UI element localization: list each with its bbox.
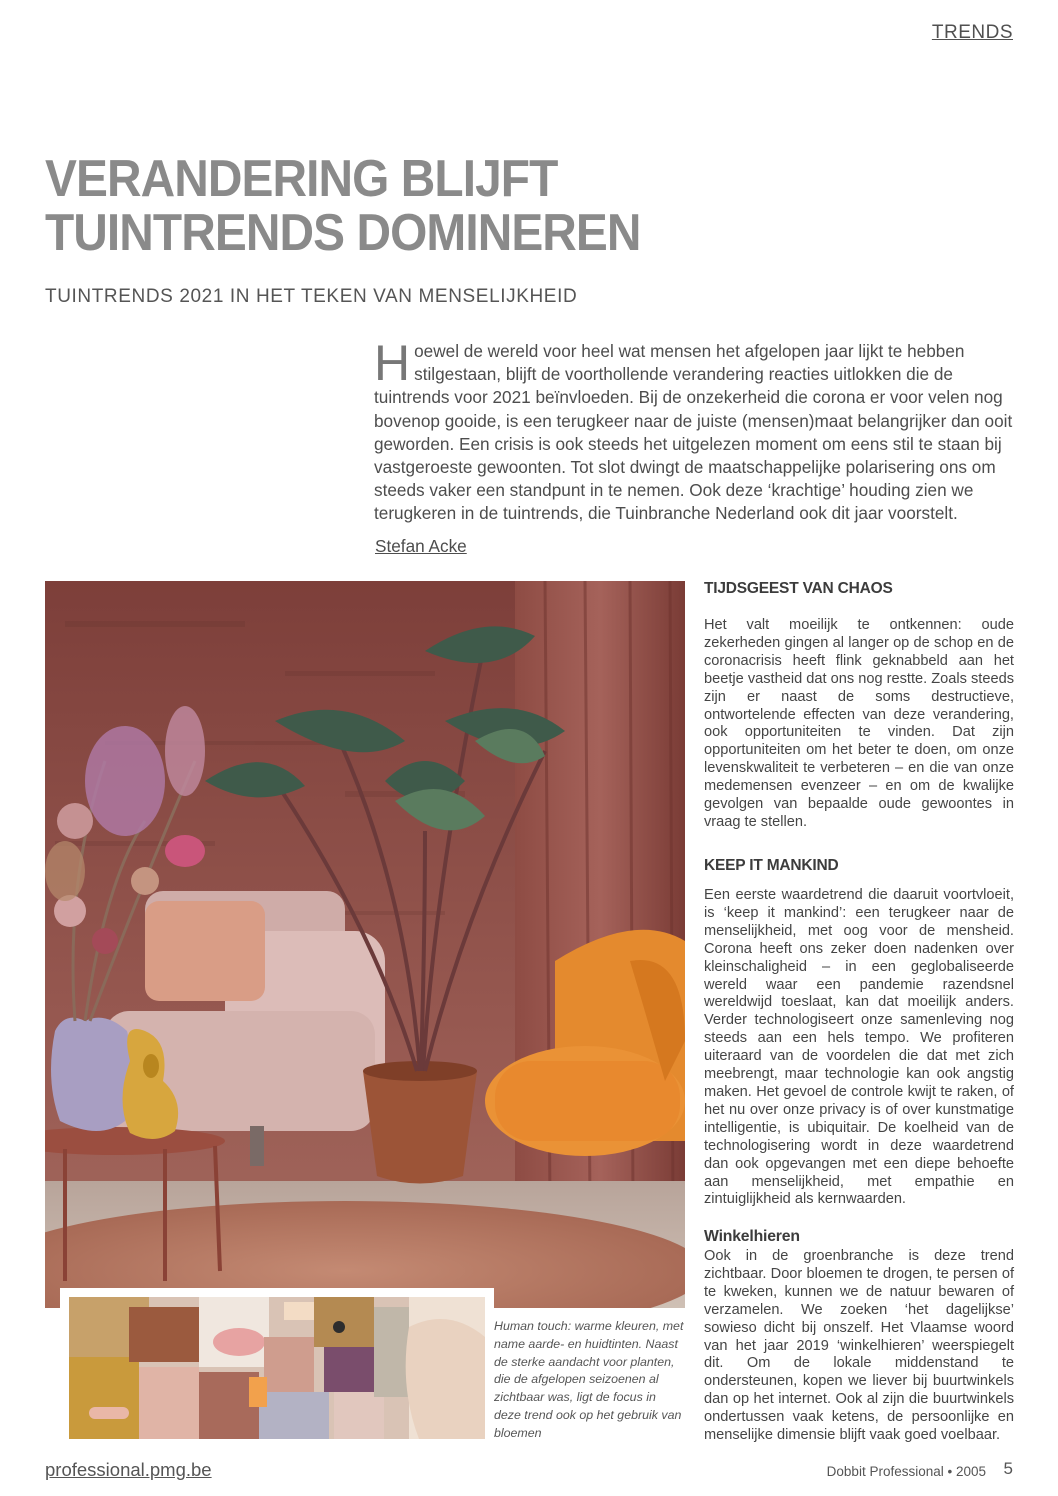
title-line-2: TUINTRENDS DOMINEREN bbox=[45, 204, 641, 262]
column-paragraph-3 bbox=[704, 1248, 1014, 1445]
heading-winkelhieren: Winkelhieren bbox=[704, 1228, 800, 1245]
section-tag[interactable]: TRENDS bbox=[931, 22, 1013, 43]
column-paragraph-2 bbox=[704, 887, 1014, 1209]
heading-keep-it-mankind: KEEP IT MANKIND bbox=[704, 857, 839, 874]
main-photo bbox=[45, 581, 685, 1308]
material-collage bbox=[69, 1297, 485, 1439]
photo-caption: Human touch: warme kleuren, met name aarde- en huidtinten. Naast de sterke aandacht voor planten, die de afgelopen seizoenen al zichtbaar was, ligt de focus in deze trend ook op het gebruik van bloemen bbox=[494, 1319, 684, 1440]
title-line-1: VERANDERING BLIJFT bbox=[45, 150, 558, 208]
intro-text: oewel de wereld voor heel wat mensen het afgelopen jaar lijkt te hebben stilgestaan, blijft de voorthollende verandering reacties uitlokken die de tuintrends voor 2021 beïnvloeden. Bij de onzekerheid die corona er voor velen nog bovenop gooide, is een terugkeer naar de juiste (mensen)maat belangrijker dan ooit geworden. Een crisis is ook steeds het uitgelezen moment om eens stil te staan bij vastgeroeste gewoonten. Tot slot dwingt de maatschappelijke polarisering ons om steeds vaker een standpunt in te nemen. Ook deze ‘krachtige’ houding zien we terugkeren in de tuintrends, die Tuinbranche Nederland ook dit jaar voorstelt. bbox=[374, 341, 1013, 524]
page-number: 5 bbox=[1003, 1459, 1013, 1478]
drop-cap: H bbox=[374, 335, 411, 391]
paragraph-keep-it-mankind: Een eerste waardetrend die daaruit voortvloeit, is ‘keep it mankind’: een terugkeer naar de menselijkheid, met oog voor de mensheid. Corona heeft ons zeker doen nadenken over kleinschaligheid – in een geglobaliseerde wereld waar een pandemie razendsnel wereldwijd toeslaat, kan dat moeilijk anders. Verder technologiseert onze samenleving nog steeds aan een hels tempo. We profiteren uiteraard van de voordelen die dat met zich meebrengt, maar technologie kan ook angstig maken. Het gevoel de controle kwijt te raken, of het nu over onze privacy is of over kunstmatige intelligentie, is ubiquitair. De koelheid van de technologisering wordt in deze waardetrend dan ook opgevangen met een diepe behoefte aan menselijkheid, met empathie en zintuiglijkheid als kernwaarden. bbox=[704, 887, 1014, 1208]
footer-publication: Dobbit Professional • 2005 bbox=[826, 1464, 986, 1479]
living-room-illustration bbox=[45, 581, 685, 1308]
paragraph-winkelhieren: Ook in de groenbranche is deze trend zichtbaar. Door bloemen te drogen, te persen of te kweken, kunnen we de natuur bewaren of verzamelen. We zoeken ‘het dagelijkse’ sowieso dicht bij onszelf. Het Vlaamse woord van het jaar 2019 ‘winkelhieren’ weerspiegelt dit. Om de lokale middenstand te ondersteunen, kopen we liever bij buurtwinkels dan op het internet. Ook al zijn die buurtwinkels ondertussen vaak ketens, de persoonlijke en menselijke dimensie blijft vaak goed voelbaar. bbox=[704, 1248, 1014, 1444]
intro-paragraph bbox=[374, 335, 1014, 526]
footer-website-link[interactable]: professional.pmg.be bbox=[45, 1459, 212, 1480]
column-paragraph-1 bbox=[704, 617, 1014, 832]
article-subtitle: TUINTRENDS 2021 IN HET TEKEN VAN MENSELIJKHEID bbox=[45, 286, 578, 307]
article-title bbox=[45, 152, 744, 260]
author-link[interactable]: Stefan Acke bbox=[375, 536, 467, 556]
paragraph-tijdsgeest: Het valt moeilijk te ontkennen: oude zekerheden gingen al langer op de schop en de coronacrisis heeft flink geknabbeld aan het beetje vastheid dat ons nog restte. Zoals steeds zijn er naast de soms destructieve, ontwortelende effecten van deze verandering, ook opportuniteiten te vinden. Dat zijn opportuniteiten om het beter te doen, om onze levenskwaliteit te verbeteren – en die van onze medemensen evenzeer – en om de kwalijke gevolgen van bepaalde oude gewoontes in vraag te stellen. bbox=[704, 617, 1014, 830]
moodboard-illustration bbox=[69, 1297, 485, 1439]
heading-tijdsgeest: TIJDSGEEST VAN CHAOS bbox=[704, 580, 893, 597]
